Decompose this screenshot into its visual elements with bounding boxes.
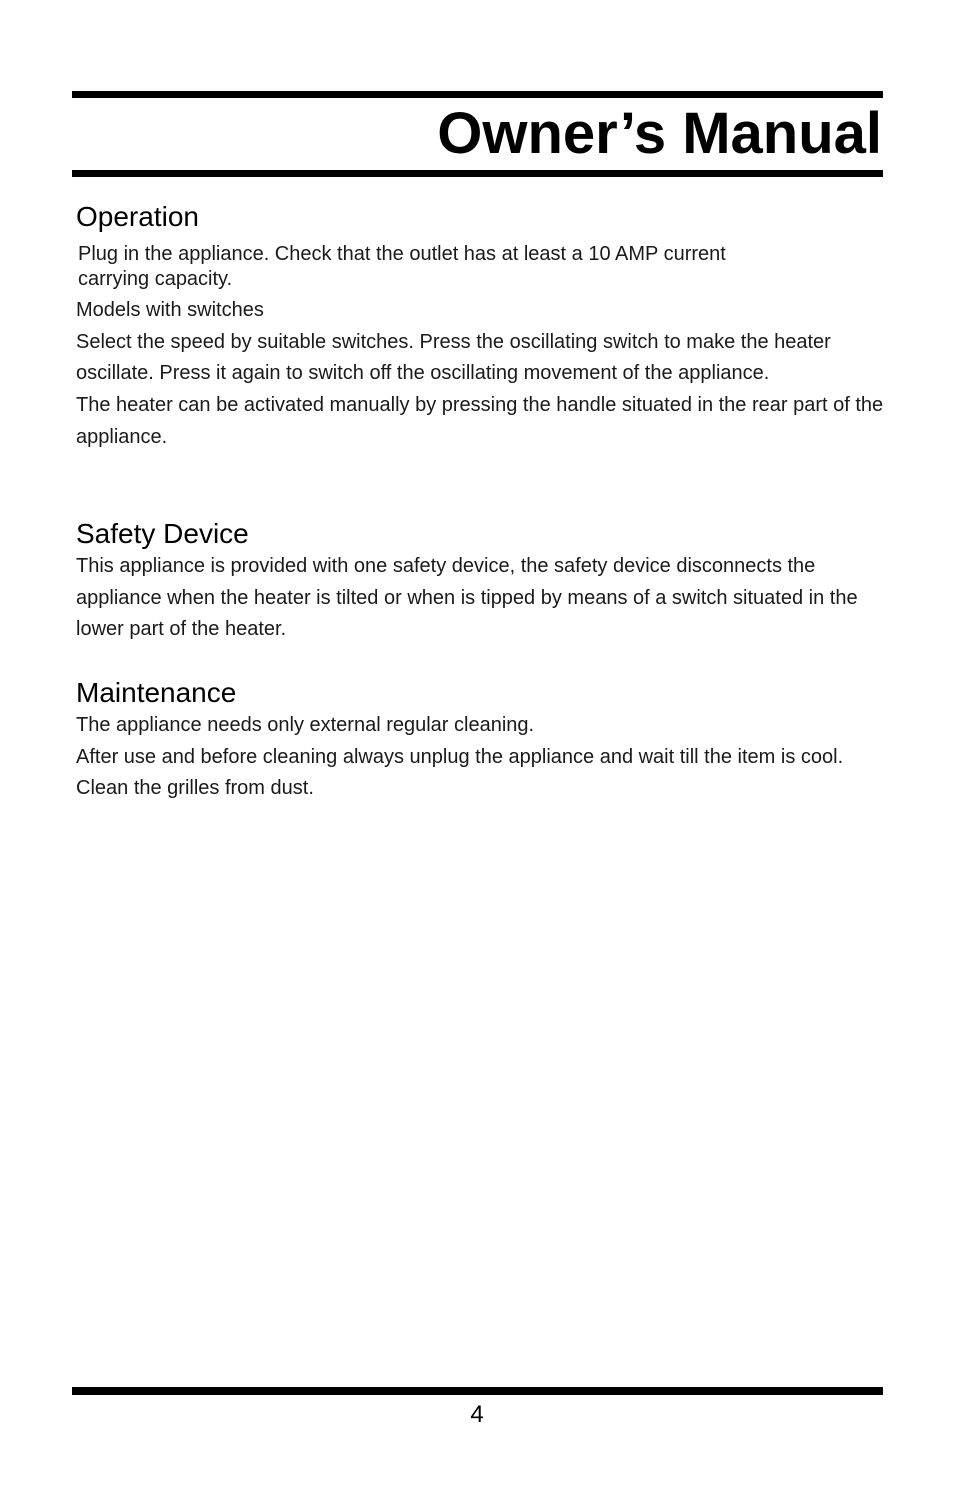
paragraph: After use and before cleaning always unplug the appliance and wait till the item is cool. Clean the grilles from dust.: [76, 745, 844, 800]
paragraph: The appliance needs only external regular cleaning.: [76, 714, 535, 736]
paragraph: Select the speed by suitable switches. Press the oscillating switch to make the heater oscillate. Press it again to switch off the oscillating movement of the appliance.: [76, 330, 831, 385]
section-maintenance: [76, 676, 896, 805]
header-rule-bottom: [72, 170, 883, 177]
page-title: Owner’s Manual: [437, 101, 882, 166]
page-number: 4: [470, 1401, 484, 1428]
header-rule-top: [72, 91, 883, 98]
section-safety-device: [76, 517, 896, 646]
section-heading: Safety Device: [76, 518, 249, 549]
section-heading: Maintenance: [76, 677, 237, 708]
paragraph: The heater can be activated manually by pressing the handle situated in the rear part of the appliance.: [76, 394, 884, 448]
paragraph: This appliance is provided with one safety device, the safety device disconnects the appliance when the heater is tilted or when is tipped by means of a switch situated in the lower part of the heater.: [76, 555, 858, 641]
footer-rule: [72, 1387, 883, 1395]
section-operation: [76, 200, 896, 454]
paragraph: Plug in the appliance. Check that the outlet has at least a 10 AMP current carrying capacity.: [78, 243, 726, 290]
paragraph: Models with switches: [76, 299, 264, 321]
section-heading: Operation: [76, 201, 199, 232]
